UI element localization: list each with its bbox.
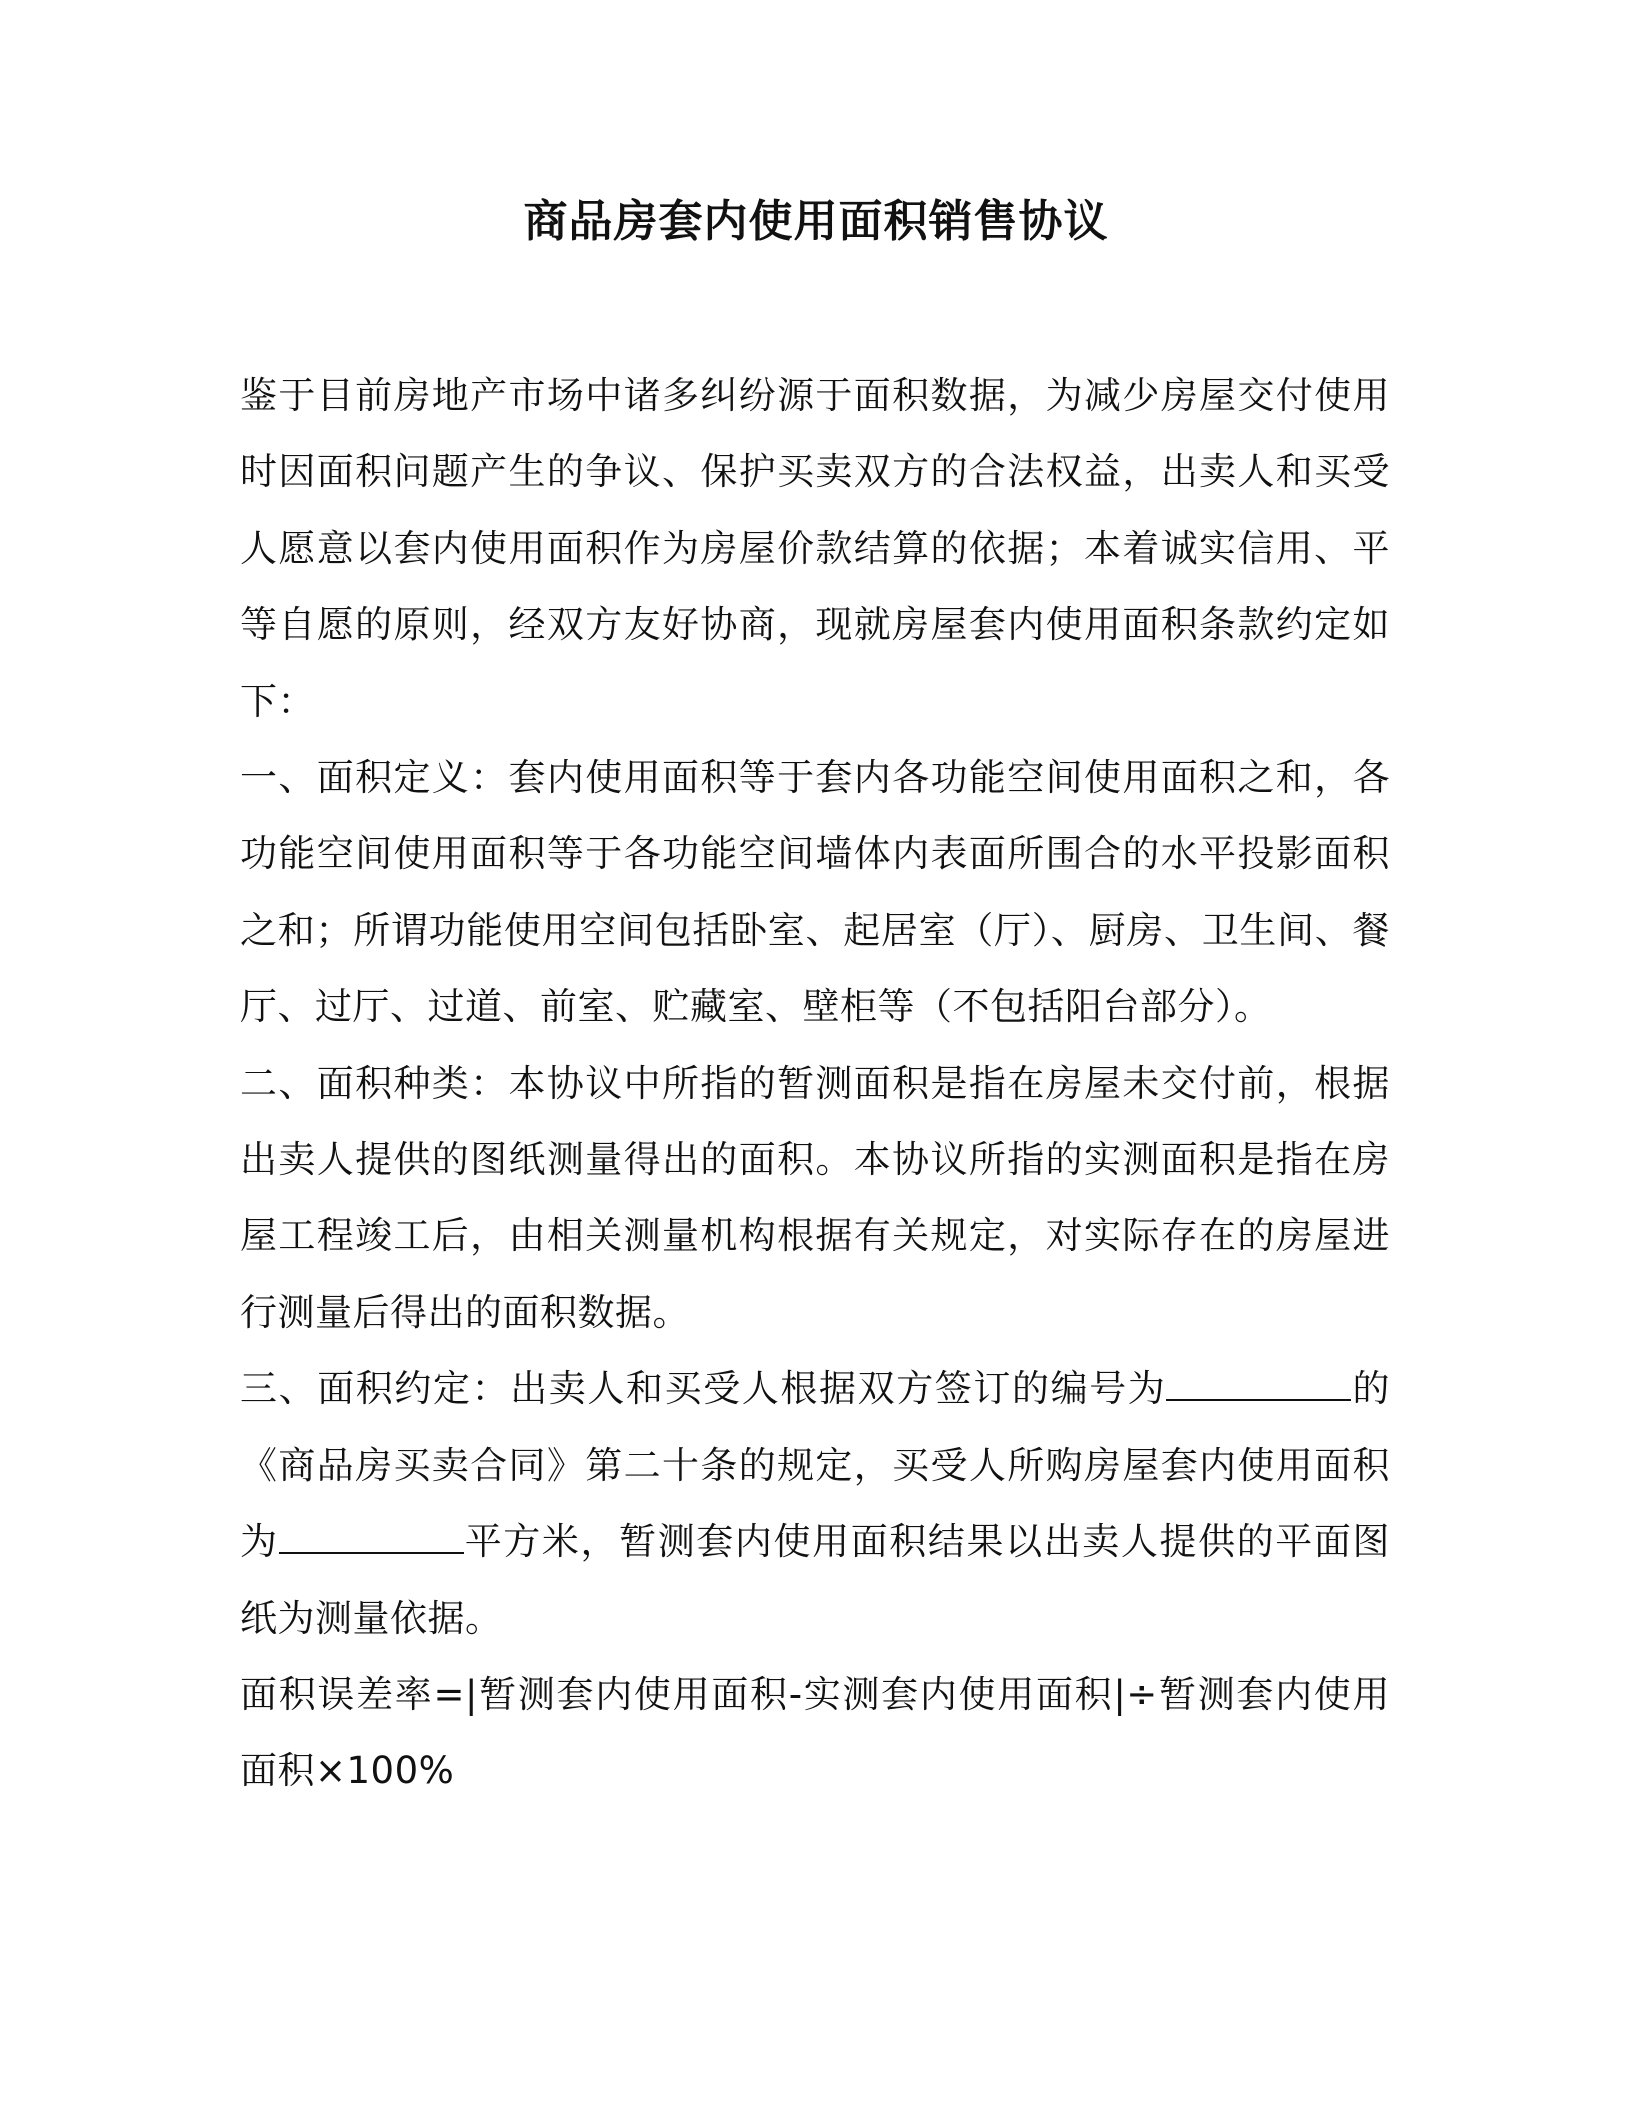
- area-value-blank[interactable]: [279, 1522, 464, 1554]
- section3-text-part2: 的《商品房买卖合同》第二十条的规定，买受人所购房屋套内使用面积为: [240, 1367, 1391, 1564]
- document-body: [240, 358, 1390, 1810]
- section-area-types: 二、面积种类：本协议中所指的暂测面积是指在房屋未交付前，根据出卖人提供的图纸测量得出的面积。本协议所指的实测面积是指在房屋工程竣工后，由相关测量机构根据有关规定，对实际存在的房屋进行测量后得出的面积数据。: [240, 1061, 1390, 1334]
- error-rate-formula: 面积误差率=|暂测套内使用面积-实测套内使用面积|÷暂测套内使用面积×100%: [240, 1672, 1390, 1793]
- section3-text-part1: 三、面积约定：出卖人和买受人根据双方签订的编号为: [240, 1367, 1167, 1411]
- section-area-agreement: [240, 1351, 1390, 1657]
- section3-text-part3: 平方米，暂测套内使用面积结果以出卖人提供的平面图纸为测量依据。: [240, 1520, 1391, 1640]
- section-area-definition: 一、面积定义：套内使用面积等于套内各功能空间使用面积之和，各功能空间使用面积等于各功能空间墙体内表面所围合的水平投影面积之和；所谓功能使用空间包括卧室、起居室（厅）、厨房、卫生间、餐厅、过厅、过道、前室、贮藏室、壁柜等（不包括阳台部分）。: [240, 756, 1390, 1029]
- contract-number-blank[interactable]: [1166, 1369, 1351, 1401]
- intro-paragraph: 鉴于目前房地产市场中诸多纠纷源于面积数据，为减少房屋交付使用时因面积问题产生的争议、保护买卖双方的合法权益，出卖人和买受人愿意以套内使用面积作为房屋价款结算的依据；本着诚实信用、平等自愿的原则，经双方友好协商，现就房屋套内使用面积条款约定如下：: [240, 374, 1390, 723]
- document-title: 商品房套内使用面积销售协议: [523, 196, 1109, 247]
